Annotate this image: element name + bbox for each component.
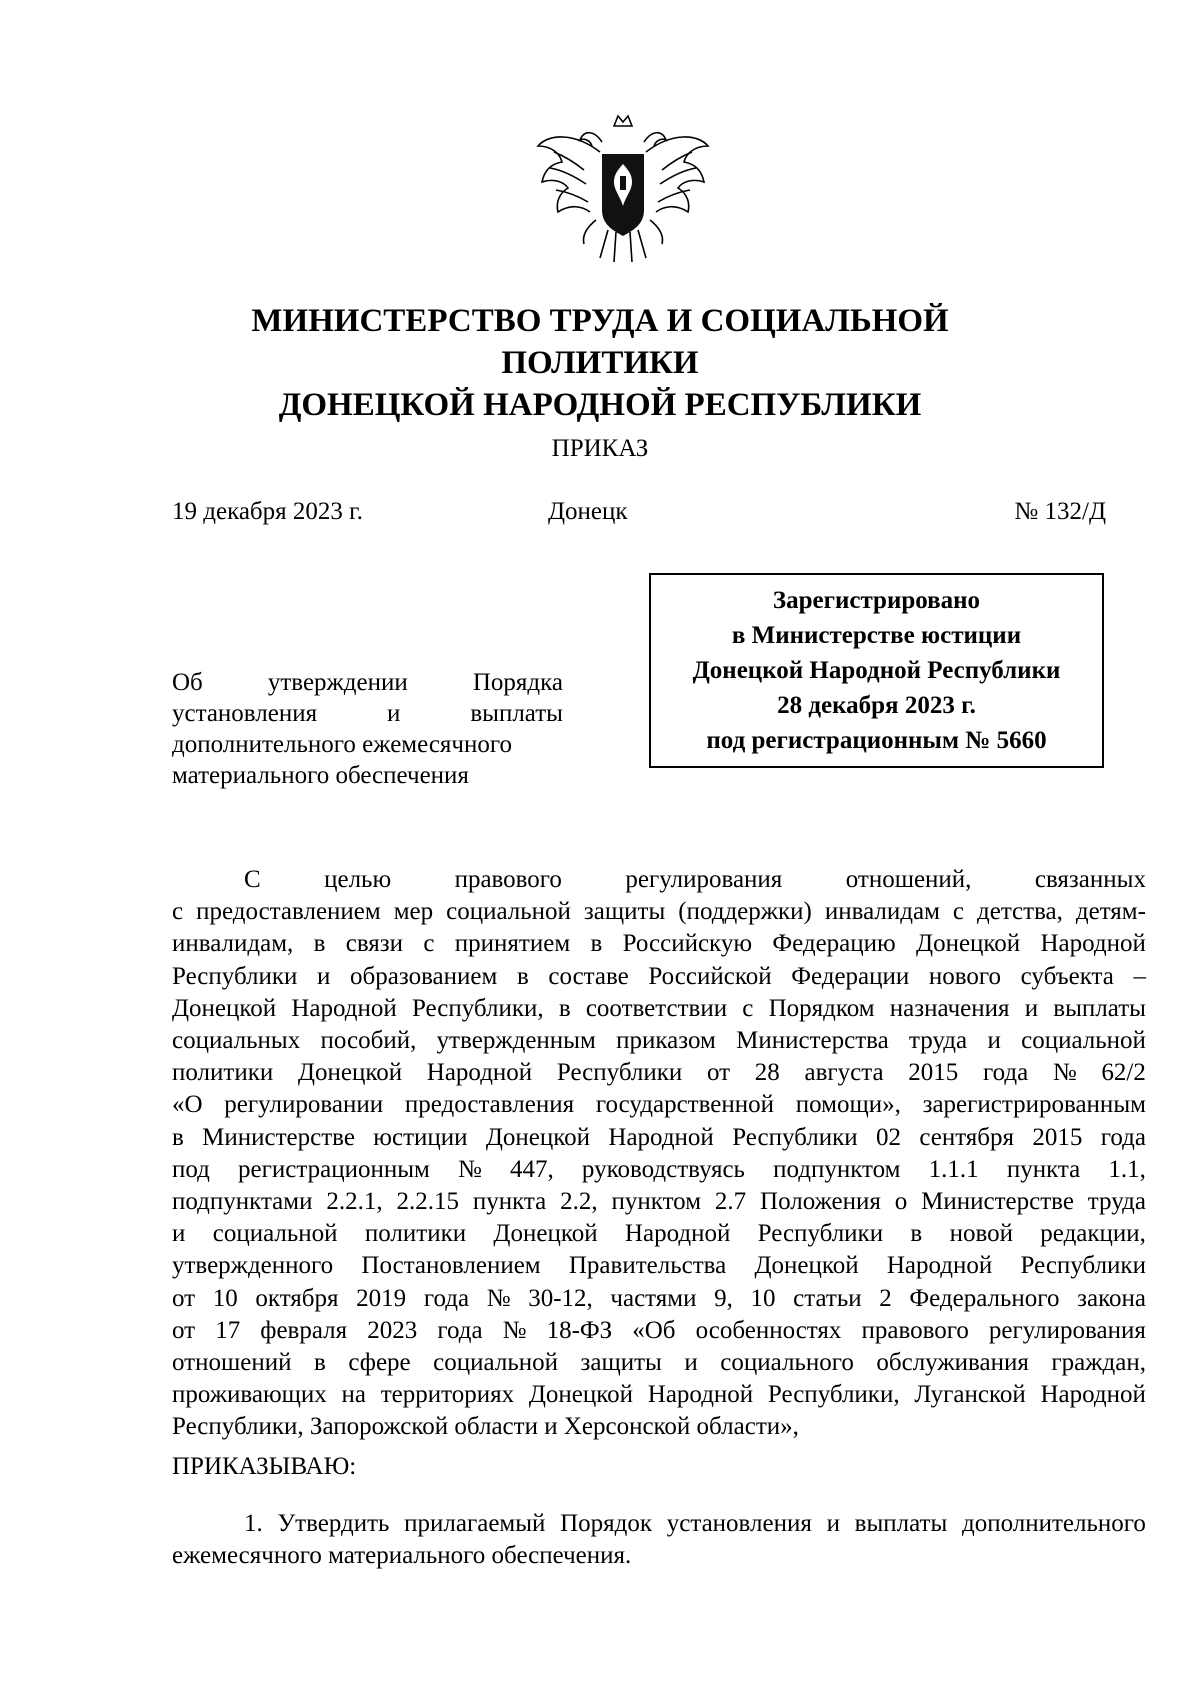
- preamble-word: 2015: [908, 1059, 959, 1087]
- preamble-word: сентября: [919, 1123, 1015, 1151]
- preamble-word: 1.1.1: [928, 1155, 979, 1183]
- preamble-word: от: [172, 1284, 196, 1312]
- preamble-line: Республики, Запорожской области и Херсонской области»,: [172, 1413, 799, 1441]
- preamble-line: [172, 1122, 1146, 1154]
- preamble-word: инвалидам: [824, 898, 940, 926]
- preamble-word: №: [486, 1284, 511, 1312]
- preamble-word: юстиции: [373, 1123, 468, 1151]
- preamble-word: Народной: [886, 1252, 993, 1280]
- preamble-line: [172, 896, 1146, 928]
- subject-word: выплаты: [470, 700, 563, 727]
- preamble-word: новой: [949, 1220, 1013, 1248]
- preamble-word: связи: [345, 930, 404, 958]
- order-item-word: установления: [666, 1510, 812, 1537]
- preamble-word: Республики: [1020, 1252, 1146, 1280]
- preamble-word: в: [172, 1123, 184, 1151]
- preamble-word: проживающих: [172, 1381, 327, 1409]
- preamble-word: о: [894, 1188, 908, 1216]
- preamble-word: социальной: [212, 1220, 338, 1248]
- preamble-word: Российской: [648, 962, 772, 990]
- preamble-word: Порядком: [768, 994, 875, 1022]
- preamble-word: от: [172, 1316, 196, 1344]
- preamble-word: целью: [324, 866, 392, 893]
- preamble-word: социальных: [172, 1027, 301, 1055]
- preamble-word: 10: [212, 1284, 238, 1312]
- subject-word: и: [387, 700, 401, 727]
- preamble-word: 28: [754, 1059, 780, 1087]
- document-date: 19 декабря 2023 г.: [172, 498, 363, 525]
- preamble-word: 2.2.15: [396, 1188, 459, 1216]
- preamble-word: Народной: [426, 1059, 533, 1087]
- preamble-word: Республики,: [411, 994, 544, 1022]
- preamble-word: №: [458, 1155, 482, 1183]
- preamble-word: субъекта: [1020, 962, 1114, 990]
- preamble-line: [172, 1283, 1146, 1315]
- preamble-word: обслуживания: [876, 1349, 1029, 1377]
- order-word: ПРИКАЗЫВАЮ:: [172, 1453, 357, 1480]
- preamble-word: года: [1100, 1123, 1146, 1151]
- preamble-word: частями: [610, 1284, 697, 1312]
- registration-line: под регистрационным № 5660: [706, 727, 1047, 754]
- preamble-word: 2015: [1032, 1123, 1083, 1151]
- preamble-word: Донецкой: [528, 1381, 634, 1409]
- preamble-word: руководствуясь: [581, 1155, 745, 1183]
- preamble-word: политики: [364, 1220, 467, 1248]
- preamble-word: помощи»,: [795, 1091, 901, 1119]
- preamble-word: особенностях: [695, 1316, 842, 1344]
- preamble-word: 17: [215, 1316, 241, 1344]
- preamble-word: 02: [875, 1123, 901, 1151]
- ministry-name: [150, 300, 1050, 426]
- preamble-word: Донецкой: [754, 1252, 859, 1280]
- subject-line: материального обеспечения: [172, 762, 469, 789]
- preamble-word: года: [423, 1284, 470, 1312]
- preamble-word: в: [314, 1349, 326, 1377]
- preamble-word: граждан,: [1051, 1349, 1146, 1377]
- order-item-word: Утвердить: [277, 1510, 390, 1537]
- preamble-word: социальной: [433, 1349, 558, 1377]
- registration-line: 28 декабря 2023 г.: [777, 692, 976, 719]
- preamble-word: Народной: [1040, 1381, 1146, 1409]
- preamble-line: [172, 1250, 1146, 1282]
- preamble-word: редакции,: [1040, 1220, 1146, 1248]
- registration-line: Донецкой Народной Республики: [692, 657, 1061, 684]
- preamble-word: принятием: [454, 930, 571, 958]
- subject-line: [172, 698, 563, 729]
- preamble-word: социальной: [1021, 1027, 1146, 1055]
- document-type: ПРИКАЗ: [551, 435, 649, 462]
- preamble-word: регулирования: [988, 1316, 1146, 1344]
- preamble-word: «Об: [632, 1316, 676, 1344]
- preamble-word: №: [502, 1316, 527, 1344]
- ministry-name-line2: ДОНЕЦКОЙ НАРОДНОЙ РЕСПУБЛИКИ: [278, 387, 922, 423]
- preamble-word: года: [437, 1316, 483, 1344]
- preamble-word: в: [558, 994, 571, 1022]
- preamble-word: закона: [1077, 1284, 1146, 1312]
- preamble-word: правового: [454, 866, 562, 893]
- preamble-word: статьи: [793, 1284, 862, 1312]
- preamble-word: выплаты: [1053, 994, 1146, 1022]
- preamble-word: отношений,: [845, 866, 972, 893]
- preamble-line: [172, 1186, 1146, 1218]
- preamble-word: Донецкой: [493, 1220, 598, 1248]
- preamble-word: социальной: [446, 898, 571, 926]
- preamble-word: Постановлением: [361, 1252, 541, 1280]
- preamble-word: 2.7: [714, 1188, 747, 1216]
- preamble-word: с: [952, 898, 965, 926]
- preamble-word: Народной: [608, 1123, 714, 1151]
- preamble-word: правового: [861, 1316, 969, 1344]
- preamble-word: Республики: [732, 1123, 858, 1151]
- document-subject: [172, 667, 563, 791]
- preamble-word: Республики: [172, 962, 298, 990]
- registration-stamp: [649, 573, 1104, 768]
- preamble-word: защиты: [583, 898, 666, 926]
- document-city: Донецк: [548, 498, 628, 525]
- preamble-word: отношений: [172, 1349, 292, 1377]
- preamble-word: Донецкой: [485, 1123, 591, 1151]
- preamble-word: регулирования: [625, 866, 783, 893]
- preamble-word: пункта: [472, 1188, 547, 1216]
- preamble-word: в: [910, 1220, 923, 1248]
- preamble-paragraph: [172, 864, 1146, 1444]
- preamble-line: [172, 1057, 1146, 1089]
- preamble-word: приказом: [616, 1027, 716, 1055]
- preamble-word: 9,: [714, 1284, 733, 1312]
- preamble-word: Министерстве: [921, 1188, 1074, 1216]
- preamble-word: регулировании: [224, 1091, 384, 1119]
- preamble-word: С: [244, 866, 261, 893]
- preamble-line: [172, 961, 1146, 993]
- preamble-word: государственной: [595, 1091, 774, 1119]
- preamble-word: соответствии: [585, 994, 728, 1022]
- preamble-word: Федерального: [909, 1284, 1060, 1312]
- preamble-word: и: [317, 962, 331, 990]
- preamble-word: на: [341, 1381, 367, 1409]
- coat-of-arms-eagle-icon: [534, 112, 712, 264]
- preamble-word: с: [742, 994, 754, 1022]
- preamble-word: зарегистрированным: [922, 1091, 1146, 1119]
- preamble-line: [172, 864, 1146, 896]
- preamble-word: и: [172, 1220, 186, 1248]
- preamble-line: [172, 1379, 1146, 1411]
- preamble-word: детям-: [1075, 898, 1146, 926]
- registration-line: Зарегистрировано: [772, 587, 981, 614]
- preamble-word: Донецкой: [916, 930, 1021, 958]
- preamble-word: Народной: [624, 1220, 731, 1248]
- preamble-word: Донецкой: [172, 994, 277, 1022]
- order-item-word: прилагаемый: [404, 1510, 546, 1537]
- preamble-word: Республики: [757, 1220, 884, 1248]
- subject-line: дополнительного ежемесячного: [172, 731, 513, 758]
- preamble-word: регистрационным: [238, 1155, 430, 1183]
- preamble-word: года: [982, 1059, 1029, 1087]
- preamble-word: 2.2,: [560, 1188, 598, 1216]
- preamble-word: 2.2.1,: [326, 1188, 383, 1216]
- preamble-word: «О: [172, 1091, 203, 1119]
- order-item-line: ежемесячного материального обеспечения.: [172, 1542, 632, 1570]
- ministry-name-line1: МИНИСТЕРСТВО ТРУДА И СОЦИАЛЬНОЙ ПОЛИТИКИ: [251, 303, 949, 381]
- registration-line: в Министерстве юстиции: [731, 622, 1022, 649]
- preamble-word: предоставлением: [196, 898, 381, 926]
- preamble-word: Луганской: [914, 1381, 1026, 1409]
- preamble-word: 10: [750, 1284, 776, 1312]
- preamble-word: Правительства: [568, 1252, 727, 1280]
- subject-word: установления: [172, 700, 318, 727]
- preamble-word: в: [313, 930, 326, 958]
- order-item-1: [172, 1508, 1146, 1572]
- preamble-word: 62/2: [1101, 1059, 1146, 1087]
- preamble-word: Федерацию: [772, 930, 896, 958]
- subject-word: утверждении: [267, 669, 408, 696]
- preamble-word: и: [684, 1349, 698, 1377]
- preamble-word: пунктом: [611, 1188, 702, 1216]
- subject-line: [172, 667, 563, 698]
- preamble-word: в: [590, 930, 603, 958]
- preamble-word: назначения: [889, 994, 1010, 1022]
- order-item-word: Порядок: [560, 1510, 653, 1537]
- preamble-line: [172, 1154, 1146, 1186]
- preamble-word: Народной: [1040, 930, 1146, 958]
- preamble-word: –: [1133, 962, 1146, 990]
- preamble-word: утвержденного: [172, 1252, 334, 1280]
- preamble-line: [172, 928, 1146, 960]
- preamble-line: [172, 1089, 1146, 1121]
- preamble-word: 18-ФЗ: [546, 1316, 613, 1344]
- preamble-word: октября: [255, 1284, 339, 1312]
- preamble-word: Положения: [760, 1188, 881, 1216]
- preamble-word: с: [172, 898, 184, 926]
- preamble-word: территориях: [380, 1381, 515, 1409]
- preamble-word: 30-12,: [528, 1284, 593, 1312]
- preamble-word: пункта: [1006, 1155, 1081, 1183]
- preamble-word: мер: [393, 898, 434, 926]
- preamble-word: Российскую: [622, 930, 753, 958]
- preamble-word: составе: [548, 962, 629, 990]
- order-item-word: выплаты: [854, 1510, 948, 1537]
- preamble-word: 1.1,: [1108, 1155, 1146, 1183]
- preamble-word: под: [172, 1155, 210, 1183]
- preamble-word: утвержденным: [436, 1027, 596, 1055]
- order-item-line: [172, 1508, 1146, 1540]
- preamble-word: Республики,: [767, 1381, 900, 1409]
- preamble-word: политики: [172, 1059, 274, 1087]
- preamble-word: Народной: [291, 994, 397, 1022]
- preamble-word: августа: [804, 1059, 884, 1087]
- preamble-word: нового: [928, 962, 1002, 990]
- preamble-word: связанных: [1034, 866, 1146, 893]
- order-item-word: 1.: [244, 1510, 263, 1537]
- preamble-word: защиты: [580, 1349, 662, 1377]
- preamble-word: и: [1024, 994, 1039, 1022]
- preamble-line: [172, 1025, 1146, 1057]
- preamble-word: 447,: [510, 1155, 554, 1183]
- subject-word: Порядка: [472, 669, 563, 696]
- preamble-word: подпунктами: [172, 1188, 313, 1216]
- preamble-word: в: [516, 962, 529, 990]
- preamble-word: 2: [879, 1284, 892, 1312]
- preamble-word: 2019: [356, 1284, 407, 1312]
- preamble-word: предоставления: [404, 1091, 575, 1119]
- preamble-word: Республики: [556, 1059, 683, 1087]
- preamble-word: сфере: [348, 1349, 411, 1377]
- preamble-word: Донецкой: [297, 1059, 403, 1087]
- preamble-word: инвалидам,: [172, 930, 294, 958]
- preamble-word: труда: [908, 1027, 968, 1055]
- preamble-word: февраля: [260, 1316, 348, 1344]
- preamble-word: (поддержки): [678, 898, 812, 926]
- preamble-line: [172, 1347, 1146, 1379]
- preamble-word: Народной: [647, 1381, 754, 1409]
- preamble-word: детства,: [977, 898, 1063, 926]
- order-item-word: дополнительного: [962, 1510, 1146, 1537]
- document-number: № 132/Д: [1014, 498, 1106, 525]
- subject-word: Об: [172, 669, 203, 696]
- preamble-word: подпунктом: [773, 1155, 901, 1183]
- preamble-word: Федерации: [791, 962, 910, 990]
- preamble-word: Министерстве: [202, 1123, 355, 1151]
- order-item-word: и: [826, 1510, 840, 1537]
- preamble-word: и: [987, 1027, 1001, 1055]
- preamble-word: с: [423, 930, 435, 958]
- preamble-word: социального: [720, 1349, 854, 1377]
- preamble-word: труда: [1087, 1188, 1146, 1216]
- preamble-line: [172, 993, 1146, 1025]
- preamble-word: пособий,: [320, 1027, 417, 1055]
- preamble-line: [172, 1315, 1146, 1347]
- preamble-line: [172, 1218, 1146, 1250]
- preamble-word: 2023: [367, 1316, 418, 1344]
- preamble-word: от: [707, 1059, 731, 1087]
- preamble-word: Министерства: [736, 1027, 889, 1055]
- preamble-word: образованием: [350, 962, 498, 990]
- preamble-word: №: [1052, 1059, 1077, 1087]
